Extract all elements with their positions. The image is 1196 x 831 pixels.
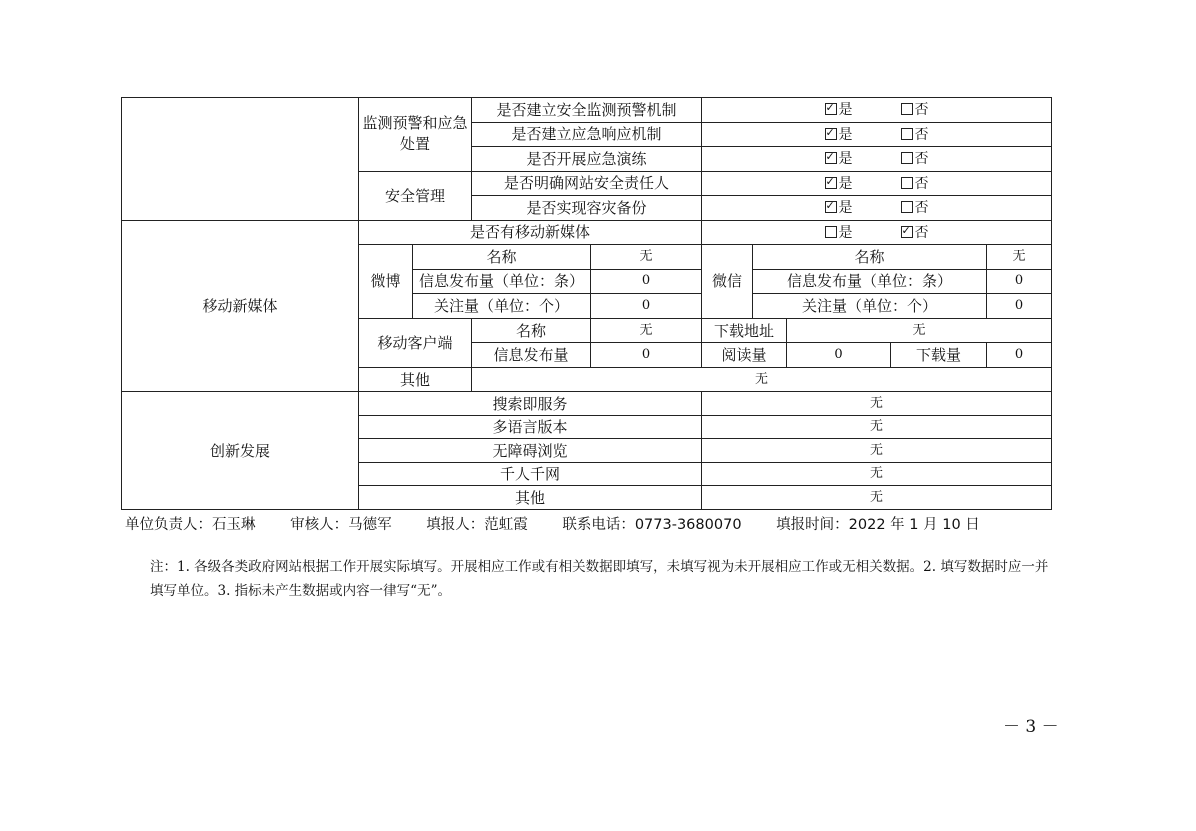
weibo-followers-label: 关注量（单位：个） bbox=[413, 294, 591, 319]
wechat-posts-value: 0 bbox=[987, 269, 1052, 294]
item-innovation-other: 其他 bbox=[359, 486, 702, 510]
checkbox-icon bbox=[901, 128, 913, 140]
answer-response bbox=[702, 122, 1052, 147]
question-backup: 是否实现容灾备份 bbox=[472, 196, 702, 221]
client-posts-label: 信息发布量 bbox=[472, 343, 591, 368]
wechat-followers-value: 0 bbox=[987, 294, 1052, 319]
question-mobile: 是否有移动新媒体 bbox=[359, 220, 702, 245]
answer-responsible bbox=[702, 171, 1052, 196]
item-multilingual: 多语言版本 bbox=[359, 415, 702, 439]
value-personalized: 无 bbox=[702, 462, 1052, 486]
wechat-name-value: 无 bbox=[987, 245, 1052, 270]
checked-box-icon bbox=[825, 177, 837, 189]
security-group-label: 安全管理 bbox=[359, 171, 472, 220]
wechat-label: 微信 bbox=[702, 245, 753, 319]
answer-mobile bbox=[702, 220, 1052, 245]
footnote: 注：1. 各级各类政府网站根据工作开展实际填写。开展相应工作或有相关数据即填写，未填写视为未开展相应工作或无相关数据。2. 填写数据时应一并填写单位。3. 指标未产生数据或内容一律写“无”。 bbox=[150, 559, 1049, 599]
form-filler: 填报人：范虹霞 bbox=[426, 517, 528, 533]
answer-monitoring bbox=[702, 98, 1052, 123]
fill-date: 填报时间：2022 年 1 月 10 日 bbox=[776, 517, 980, 533]
checkbox-icon bbox=[901, 177, 913, 189]
checked-box-icon bbox=[901, 226, 913, 238]
question-monitoring: 是否建立安全监测预警机制 bbox=[472, 98, 702, 123]
option-yes: ✓ 是 bbox=[825, 102, 853, 118]
option-yes: ✓ 是 bbox=[825, 176, 853, 192]
value-innovation-other: 无 bbox=[702, 486, 1052, 510]
download-count-label: 下载量 bbox=[891, 343, 987, 368]
value-search-service: 无 bbox=[702, 392, 1052, 416]
download-url-value: 无 bbox=[787, 318, 1052, 343]
item-search-service: 搜索即服务 bbox=[359, 392, 702, 416]
weibo-posts-label: 信息发布量（单位：条） bbox=[413, 269, 591, 294]
wechat-followers-label: 关注量（单位：个） bbox=[753, 294, 987, 319]
option-yes: ✓ 是 bbox=[825, 127, 853, 143]
client-name-label: 名称 bbox=[472, 318, 591, 343]
mobile-other-label: 其他 bbox=[359, 367, 472, 392]
reviewer: 审核人：马德军 bbox=[290, 517, 392, 533]
checkbox-icon bbox=[901, 201, 913, 213]
client-name-value: 无 bbox=[591, 318, 702, 343]
client-app-label: 移动客户端 bbox=[359, 318, 472, 367]
page-number: － 3 － bbox=[1003, 717, 1059, 737]
option-yes: 是 bbox=[825, 225, 853, 241]
weibo-followers-value: 0 bbox=[591, 294, 702, 319]
monitoring-group-label: 监测预警和应急处置 bbox=[359, 98, 472, 172]
weibo-name-value: 无 bbox=[591, 245, 702, 270]
question-drill: 是否开展应急演练 bbox=[472, 147, 702, 172]
checked-box-icon bbox=[825, 103, 837, 115]
option-no: 否 bbox=[901, 127, 929, 143]
read-count-value: 0 bbox=[787, 343, 891, 368]
option-no: 否 bbox=[901, 151, 929, 167]
blank-section-cell bbox=[122, 98, 359, 221]
option-yes: ✓ 是 bbox=[825, 200, 853, 216]
answer-backup bbox=[702, 196, 1052, 221]
option-no: 否 bbox=[901, 176, 929, 192]
question-responsible: 是否明确网站安全责任人 bbox=[472, 171, 702, 196]
checked-box-icon bbox=[825, 152, 837, 164]
download-count-value: 0 bbox=[987, 343, 1052, 368]
mobile-section-label: 移动新媒体 bbox=[122, 220, 359, 392]
checked-box-icon bbox=[825, 201, 837, 213]
weibo-name-label: 名称 bbox=[413, 245, 591, 270]
checkbox-icon bbox=[901, 152, 913, 164]
report-table bbox=[121, 97, 1052, 510]
wechat-name-label: 名称 bbox=[753, 245, 987, 270]
checkbox-icon bbox=[901, 103, 913, 115]
innovation-section-label: 创新发展 bbox=[122, 392, 359, 510]
item-personalized: 千人千网 bbox=[359, 462, 702, 486]
read-count-label: 阅读量 bbox=[702, 343, 787, 368]
client-posts-value: 0 bbox=[591, 343, 702, 368]
option-no: ✓ 否 bbox=[901, 225, 929, 241]
option-yes: ✓ 是 bbox=[825, 151, 853, 167]
unit-responsible: 单位负责人：石玉琳 bbox=[125, 517, 256, 533]
checked-box-icon bbox=[825, 128, 837, 140]
checkbox-icon bbox=[825, 226, 837, 238]
wechat-posts-label: 信息发布量（单位：条） bbox=[753, 269, 987, 294]
weibo-label: 微博 bbox=[359, 245, 413, 319]
option-no: 否 bbox=[901, 200, 929, 216]
weibo-posts-value: 0 bbox=[591, 269, 702, 294]
item-accessibility: 无障碍浏览 bbox=[359, 439, 702, 463]
question-response: 是否建立应急响应机制 bbox=[472, 122, 702, 147]
value-multilingual: 无 bbox=[702, 415, 1052, 439]
answer-drill bbox=[702, 147, 1052, 172]
value-accessibility: 无 bbox=[702, 439, 1052, 463]
mobile-other-value: 无 bbox=[472, 367, 1052, 392]
option-no: 否 bbox=[901, 102, 929, 118]
contact-phone: 联系电话：0773-3680070 bbox=[562, 517, 742, 533]
signature-line bbox=[125, 513, 1065, 534]
download-url-label: 下载地址 bbox=[702, 318, 787, 343]
